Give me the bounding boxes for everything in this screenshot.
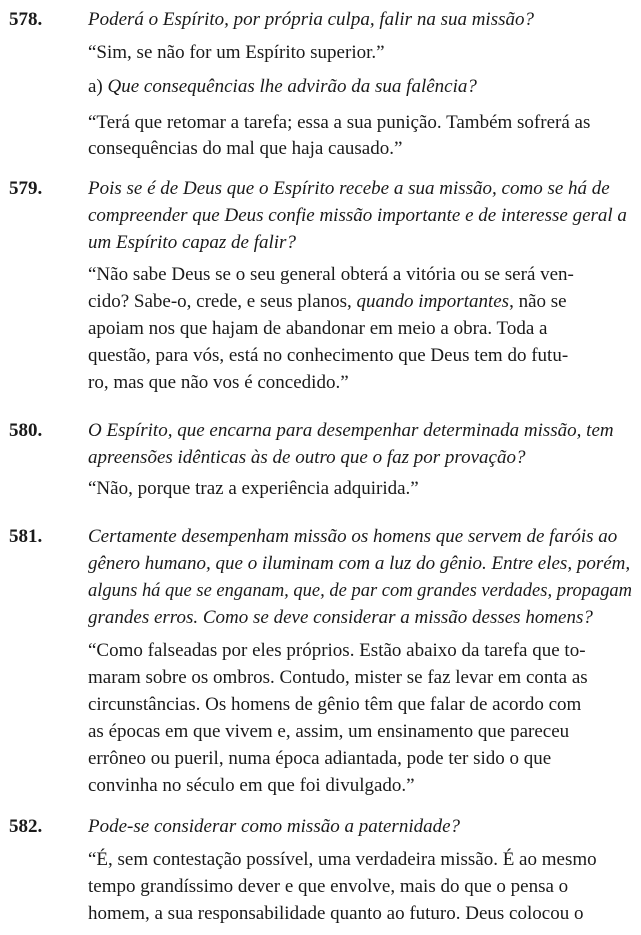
answer-text: “É, sem contestação possível, uma verdadeira missão. É ao mesmo [88, 849, 597, 870]
sub-question [88, 74, 477, 100]
answer-text: convinha no século em que foi divulgado.” [88, 775, 415, 796]
question-text: grandes erros. Como se deve considerar a missão desses homens? [88, 607, 593, 628]
answer-text-part: cido? Sabe-o, crede, e seus planos, [88, 291, 357, 312]
answer-emphasis: quando importantes [356, 291, 510, 312]
question-text: Poderá o Espírito, por própria culpa, falir na sua missão? [88, 9, 534, 30]
question-text: Pois se é de Deus que o Espírito recebe a sua missão, como se há de [88, 178, 610, 199]
answer-text: circunstâncias. Os homens de gênio têm que falar de acordo com [88, 694, 582, 715]
answer-text: errôneo ou pueril, numa época adiantada, pode ter sido o que [88, 748, 552, 769]
question-text: gênero humano, que o iluminam com a luz do gênio. Entre eles, porém, [88, 553, 631, 574]
answer-text: “Sim, se não for um Espírito superior.” [88, 42, 385, 63]
answer-text: apoiam nos que hajam de abandonar em meio a obra. Toda a [88, 318, 548, 339]
answer-text: “Terá que retomar a tarefa; essa a sua punição. Também sofrerá as [88, 112, 591, 133]
question-number: 578. [9, 9, 43, 30]
answer-text: questão, para vós, está no conhecimento que Deus tem do futu- [88, 345, 569, 366]
answer-text-part: , não se [509, 291, 567, 312]
answer-text: “Como falseadas por eles próprios. Estão abaixo da tarefa que to- [88, 640, 586, 661]
answer-text: “Não sabe Deus se o seu general obterá a vitória ou se será ven- [88, 264, 574, 285]
sub-question-prefix: a) [88, 76, 103, 97]
answer-text: as épocas em que vivem e, assim, um ensinamento que pareceu [88, 721, 570, 742]
question-number: 580. [9, 420, 43, 441]
question-text: compreender que Deus confie missão importante e de interesse geral a [88, 205, 627, 226]
question-text: Pode-se considerar como missão a paternidade? [88, 816, 461, 837]
question-number: 582. [9, 816, 43, 837]
answer-text: maram sobre os ombros. Contudo, mister se faz levar em conta as [88, 667, 588, 688]
question-text: O Espírito, que encarna para desempenhar determinada missão, tem [88, 420, 614, 441]
question-text: Certamente desempenham missão os homens que servem de faróis ao [88, 526, 618, 547]
answer-text [88, 289, 567, 315]
answer-text: homem, a sua responsabilidade quanto ao futuro. Deus colocou o [88, 903, 584, 924]
answer-text: “Não, porque traz a experiência adquirida.” [88, 478, 419, 499]
question-number: 581. [9, 526, 43, 547]
question-number: 579. [9, 178, 43, 199]
sub-question-text: Que consequências lhe advirão da sua falência? [107, 76, 477, 97]
answer-text: tempo grandíssimo dever e que envolve, mais do que o pensa o [88, 876, 569, 897]
question-text: um Espírito capaz de falir? [88, 232, 296, 253]
answer-text: ro, mas que não vos é concedido.” [88, 372, 349, 393]
question-text: alguns há que se enganam, que, de par com grandes verdades, propagam [88, 580, 633, 601]
answer-text: consequências do mal que haja causado.” [88, 138, 403, 159]
question-text: apreensões idênticas às de outro que o faz por provação? [88, 447, 526, 468]
